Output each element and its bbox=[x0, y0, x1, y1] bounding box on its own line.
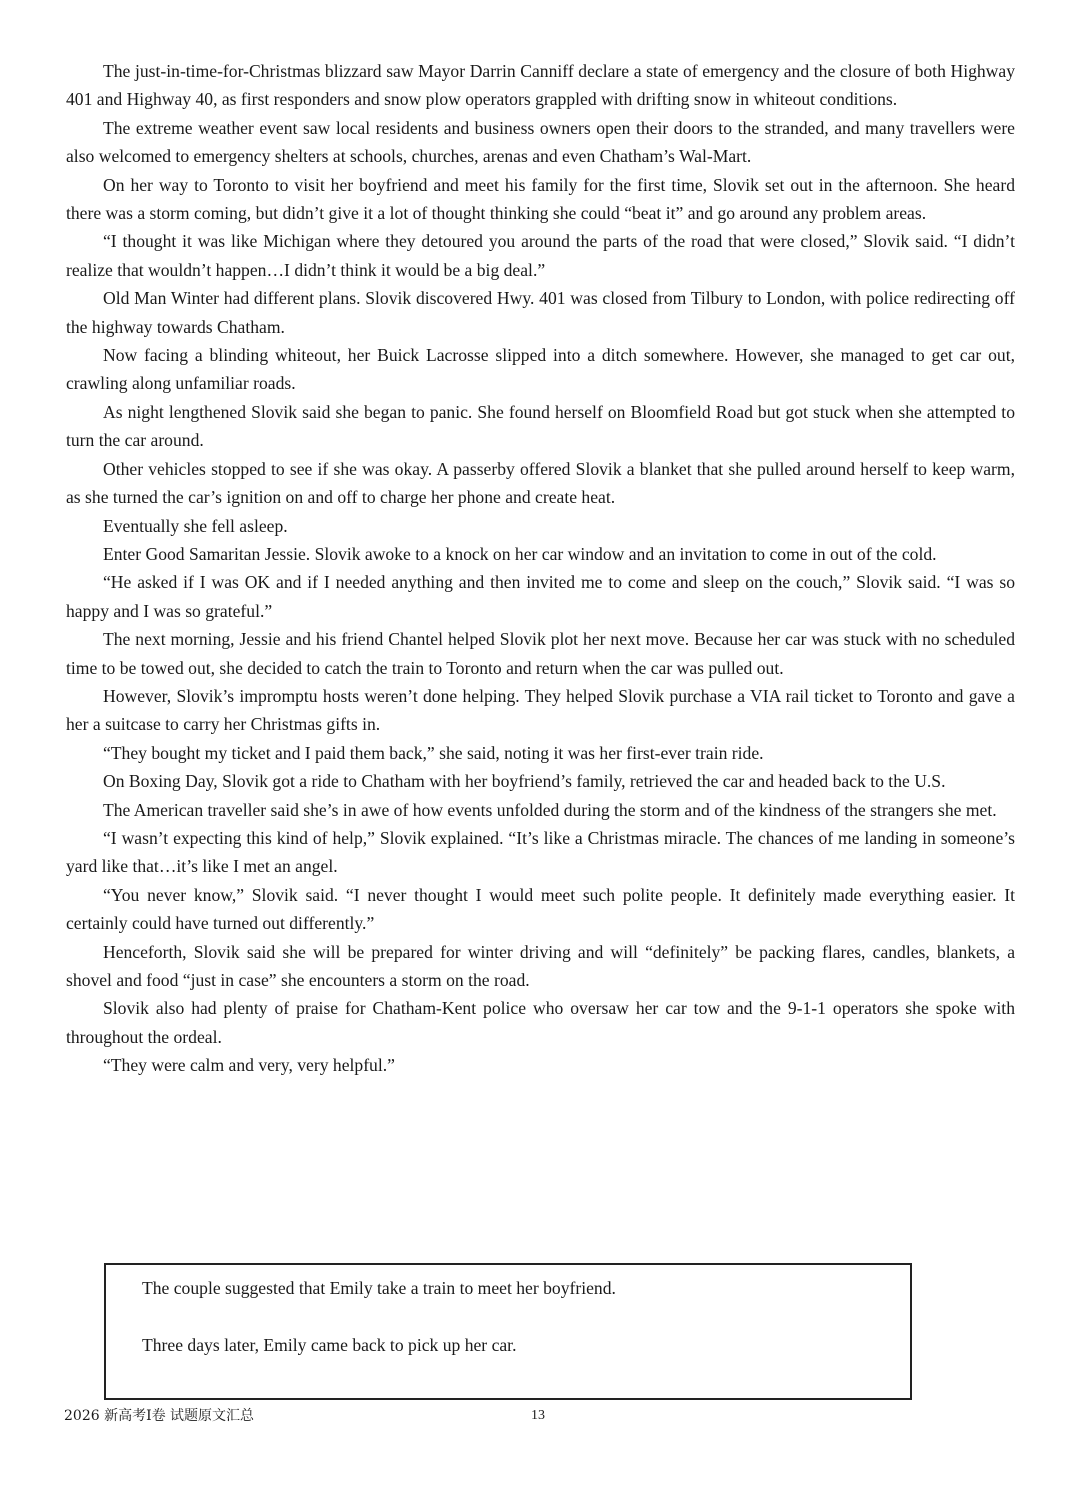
paragraph: “He asked if I was OK and if I needed anything and then invited me to come and sleep on the couch,” Slovik said. “I was so happy and I was so grateful.” bbox=[66, 572, 1015, 621]
paragraph: However, Slovik’s impromptu hosts weren’t done helping. They helped Slovik purchase a VIA rail ticket to Toronto and gave a her a suitcase to carry her Christmas gifts in. bbox=[66, 685, 1015, 735]
box-sentence-1: The couple suggested that Emily take a train to meet her boyfriend. bbox=[142, 1278, 616, 1298]
paragraph: Henceforth, Slovik said she will be prepared for winter driving and will “definitely” be packing flares, candles, blankets, a shovel and food “just in case” she encounters a storm on the road. bbox=[66, 941, 1015, 990]
paragraph: The next morning, Jessie and his friend Chantel helped Slovik plot her next move. Because her car was stuck with no scheduled time to be towed out, she decided to catch the train to Toronto and return when the car was pulled out. bbox=[66, 629, 1015, 678]
paragraph: On her way to Toronto to visit her boyfriend and meet his family for the first time, Slovik set out in the afternoon. She heard there was a storm coming, but didn’t give it a lot of thought thinking she could “beat it” and go around any problem areas. bbox=[66, 174, 1015, 224]
paragraph: “I thought it was like Michigan where they detoured you around the parts of the road that were closed,” Slovik said. “I didn’t realize that wouldn’t happen…I didn’t think it would be a big deal.” bbox=[66, 231, 1015, 280]
paragraph: Other vehicles stopped to see if she was okay. A passerby offered Slovik a blanket that she pulled around herself to keep warm, as she turned the car’s ignition on and off to charge her phone and create heat. bbox=[66, 458, 1015, 508]
paragraph: On Boxing Day, Slovik got a ride to Chatham with her boyfriend’s family, retrieved the car and headed back to the U.S. bbox=[103, 771, 946, 792]
paragraph: “They were calm and very, very helpful.” bbox=[103, 1055, 395, 1076]
paragraph: “They bought my ticket and I paid them back,” she said, noting it was her first-ever train ride. bbox=[103, 742, 764, 763]
paragraph: Old Man Winter had different plans. Slovik discovered Hwy. 401 was closed from Tilbury to London, with police redirecting off the highway towards Chatham. bbox=[66, 288, 1015, 337]
paragraph: “You never know,” Slovik said. “I never thought I would meet such polite people. It definitely made everything easier. It certainly could have turned out differently.” bbox=[66, 884, 1015, 934]
paragraph: Eventually she fell asleep. bbox=[103, 515, 288, 536]
paragraph: “I wasn’t expecting this kind of help,” Slovik explained. “It’s like a Christmas miracle. The chances of me landing in someone’s yard like that…it’s like I met an angel. bbox=[66, 827, 1015, 877]
paragraph: Now facing a blinding whiteout, her Buick Lacrosse slipped into a ditch somewhere. However, she managed to get car out, crawling along unfamiliar roads. bbox=[66, 345, 1015, 394]
footer-source-label: 2026 新高考I卷 试题原文汇总 bbox=[64, 1408, 255, 1424]
paragraph: The extreme weather event saw local residents and business owners open their doors to the stranded, and many travellers were also welcomed to emergency shelters at schools, churches, arenas and even Chatham’s Wal-Mart. bbox=[66, 117, 1015, 167]
paragraph: The American traveller said she’s in awe of how events unfolded during the storm and of the kindness of the strangers she met. bbox=[103, 799, 997, 820]
paragraph: As night lengthened Slovik said she began to panic. She found herself on Bloomfield Road but got stuck when she attempted to turn the car around. bbox=[66, 401, 1015, 451]
paragraph: The just-in-time-for-Christmas blizzard saw Mayor Darrin Canniff declare a state of emergency and the closure of both Highway 401 and Highway 40, as first responders and snow plow operators grappled with drifting snow in whiteout conditions. bbox=[66, 61, 1015, 110]
answer-box bbox=[104, 1263, 912, 1400]
paragraph: Slovik also had plenty of praise for Chatham-Kent police who oversaw her car tow and the 9-1-1 operators she spoke with throughout the ordeal. bbox=[66, 998, 1015, 1047]
paragraph: Enter Good Samaritan Jessie. Slovik awoke to a knock on her car window and an invitation to come in out of the cold. bbox=[103, 543, 937, 564]
article-body bbox=[66, 57, 1015, 1080]
box-sentence-2: Three days later, Emily came back to pick up her car. bbox=[142, 1335, 517, 1355]
page-number: 13 bbox=[531, 1408, 545, 1423]
